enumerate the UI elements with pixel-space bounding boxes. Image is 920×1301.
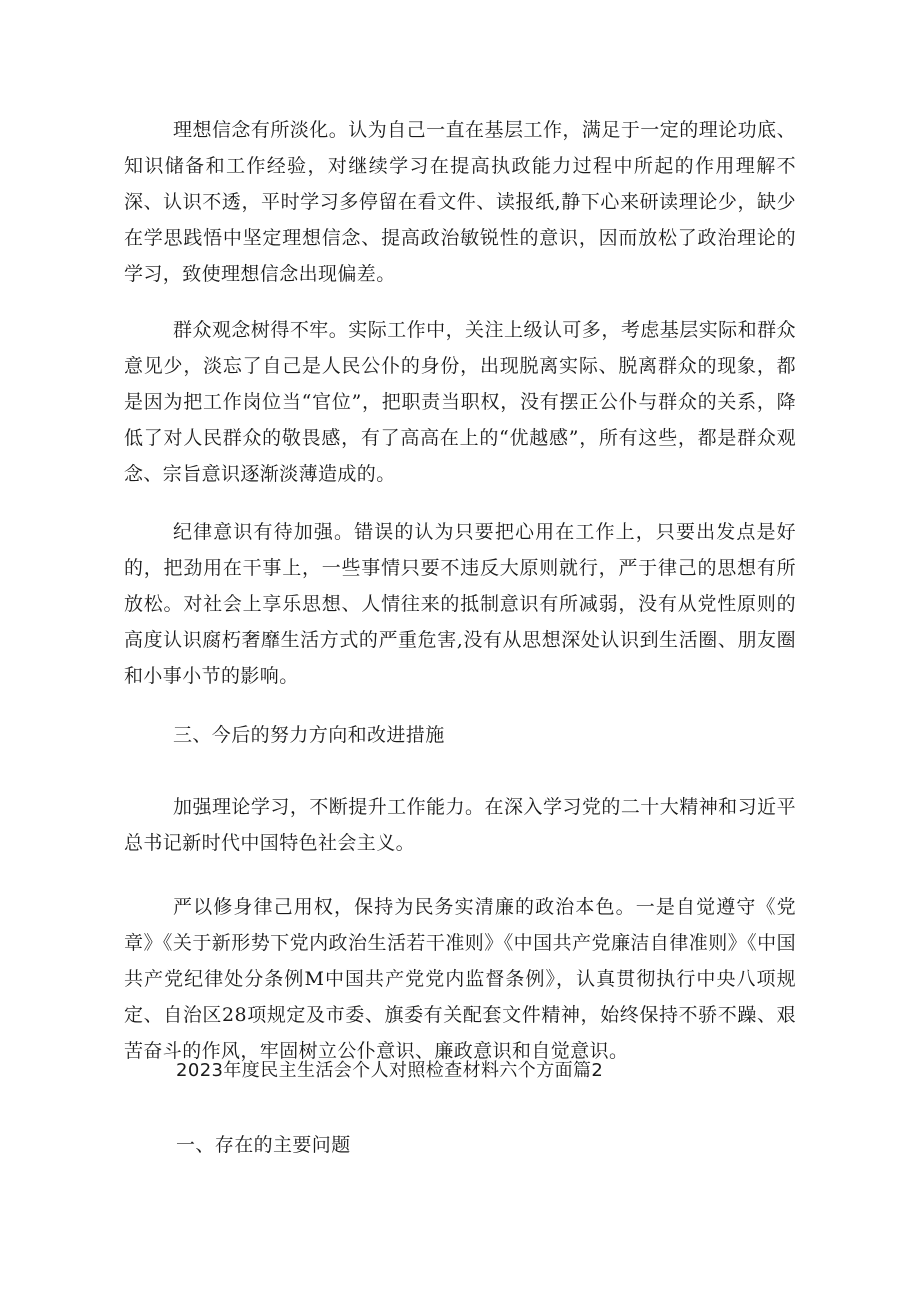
paragraph-ideals: 理想信念有所淡化。认为自己一直在基层工作，满足于一定的理论功底、知识储备和工作经验，对继续学习在提高执政能力过程中所起的作用理解不深、认识不透，平时学习多停留在看文件、读报纸,静下心来研读理论少，缺少在学思践悟中坚定理想信念、提高政治敏锐性的意识，因而放松了政治理论的学习，致使理想信念出现偏差。 xyxy=(124,119,796,285)
section-heading-future-direction: 三、今后的努力方向和改进措施 xyxy=(173,724,445,746)
paragraph-mass-view: 群众观念树得不牢。实际工作中，关注上级认可多，考虑基层实际和群众意见少，淡忘了自己是人民公仆的身份，出现脱离实际、脱离群众的现象，都是因为把工作岗位当“官位”，把职责当职权，没有摆正公仆与群众的关系，降低了对人民群众的敬畏感，有了高高在上的“优越感”，所有这些，都是群众观念、宗旨意识逐渐淡薄造成的。 xyxy=(124,319,796,485)
paragraph-theory-study: 加强理论学习，不断提升工作能力。在深入学习党的二十大精神和习近平总书记新时代中国特色社会主义。 xyxy=(124,796,796,854)
section-heading-main-problems: 一、存在的主要问题 xyxy=(176,1134,351,1156)
document-subtitle: 2023年度民主生活会个人对照检查材料六个方面篇2 xyxy=(176,1060,604,1081)
paragraph-self-discipline: 严以修身律己用权，保持为民务实清廉的政治本色。一是自觉遵守《党章》《关于新形势下党内政治生活若干准则》《中国共产党廉洁自律准则》《中国共产党纪律处分条例M中国共产党党内监督条例》，认真贯彻执行中央八项规定、自治区28项规定及市委、旗委有关配套文件精神，始终保持不骄不躁、艰苦奋斗的作风，牢固树立公仆意识、廉政意识和自觉意识。 xyxy=(124,896,796,1062)
paragraph-discipline: 纪律意识有待加强。错误的认为只要把心用在工作上，只要出发点是好的，把劲用在干事上，一些事情只要不违反大原则就行，严于律己的思想有所放松。对社会上享乐思想、人情往来的抵制意识有所减弱，没有从党性原则的高度认识腐朽奢靡生活方式的严重危害,没有从思想深处认识到生活圈、朋友圈和小事小节的影响。 xyxy=(124,521,796,687)
